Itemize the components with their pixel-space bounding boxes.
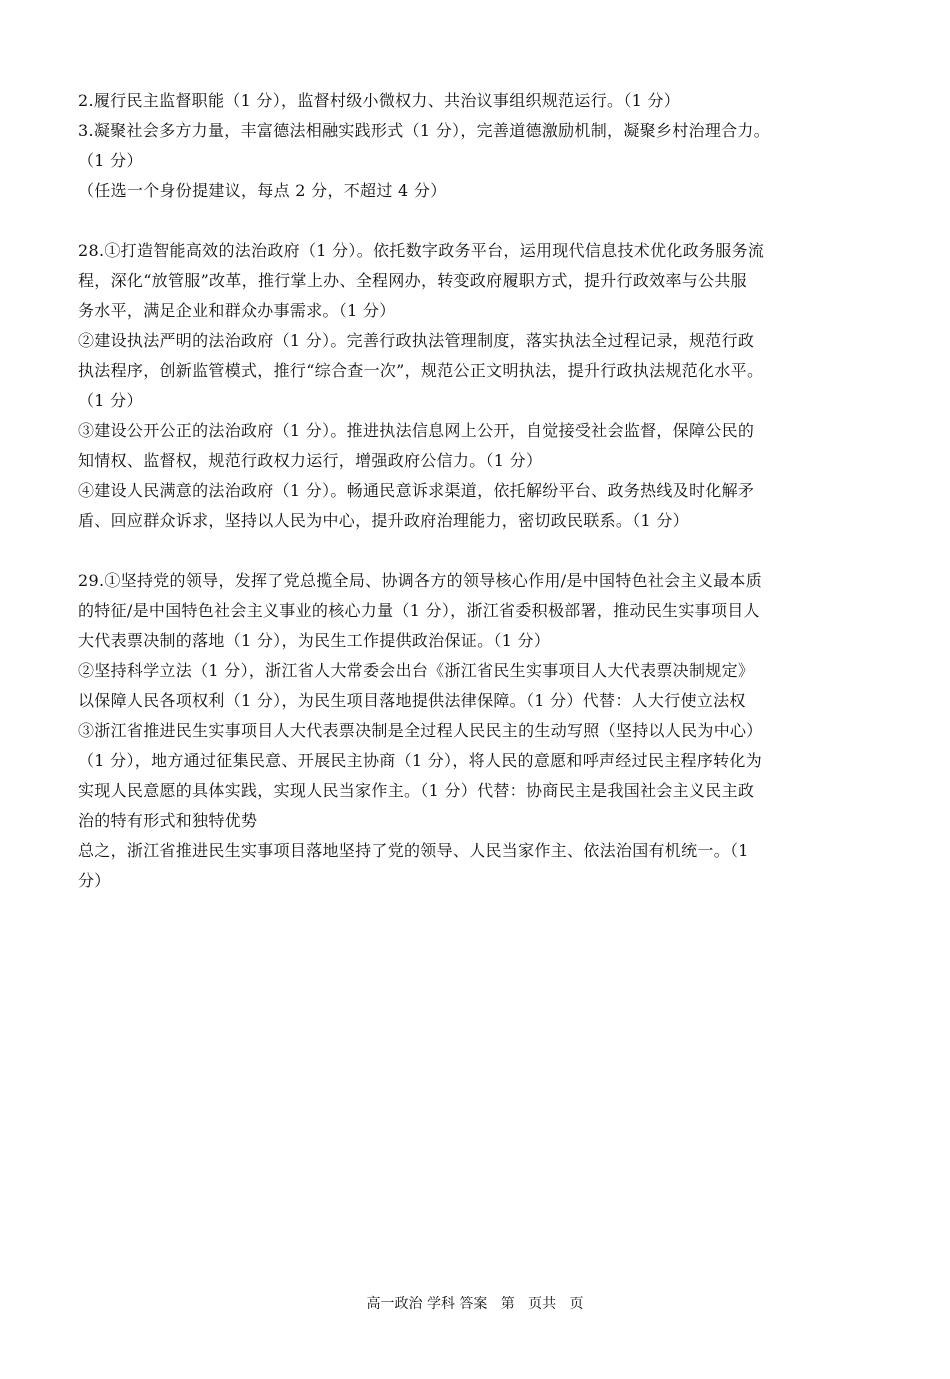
text-line: ④建设人民满意的法治政府（1 分）。畅通民意诉求渠道，依托解纷平台、政务热线及时化解矛 — [78, 481, 755, 500]
text-line: 大代表票决制的落地（1 分），为民生工作提供政治保证。（1 分） — [78, 631, 551, 650]
text-line: ②坚持科学立法（1 分），浙江省人大常委会出台《浙江省民生实事项目人大代表票决制规定》 — [78, 661, 755, 680]
footer-subject: 高一政治 学科 答案 — [366, 1296, 488, 1312]
text-line: 程，深化“放管服”改革，推行掌上办、全程网办，转变政府履职方式，提升行政效率与公共服 — [78, 271, 747, 290]
text-line: （任选一个身份提建议，每点 2 分，不超过 4 分） — [78, 181, 447, 200]
section-27-continued — [78, 86, 890, 206]
text-line: 务水平，满足企业和群众办事需求。（1 分） — [78, 301, 396, 320]
page-footer — [0, 1293, 950, 1315]
text-line: 知情权、监督权，规范行政权力运行，增强政府公信力。（1 分） — [78, 451, 543, 470]
answer-29 — [78, 566, 890, 896]
text-line: 的特征/是中国特色社会主义事业的核心力量（1 分），浙江省委积极部署，推动民生实事项目人 — [78, 601, 760, 620]
footer-page-mid: 页共 — [528, 1296, 557, 1312]
text-line: 2.履行民主监督职能（1 分），监督村级小微权力、共治议事组织规范运行。（1 分） — [78, 91, 681, 110]
footer-page-suffix: 页 — [569, 1296, 584, 1312]
text-line: ③浙江省推进民生实事项目人大代表票决制是全过程人民民主的生动写照（坚持以人民为中心） — [78, 721, 763, 740]
text-line: 29.①坚持党的领导，发挥了党总揽全局、协调各方的领导核心作用/是中国特色社会主义最本质 — [78, 571, 763, 590]
text-line: 治的特有形式和独特优势 — [78, 811, 258, 830]
paragraph-gap — [78, 206, 890, 236]
text-line: 以保障人民各项权利（1 分），为民生项目落地提供法律保障。（1 分）代替：人大行使立法权 — [78, 691, 746, 710]
text-line: 28.①打造智能高效的法治政府（1 分）。依托数字政务平台，运用现代信息技术优化政务服务流 — [78, 241, 765, 260]
text-line: ②建设执法严明的法治政府（1 分）。完善行政执法管理制度，落实执法全过程记录，规范行政 — [78, 331, 755, 350]
text-line: （1 分） — [78, 151, 143, 170]
text-line: 总之，浙江省推进民生实事项目落地坚持了党的领导、人民当家作主、依法治国有机统一。（1 — [78, 841, 749, 860]
paragraph-gap — [78, 536, 890, 566]
footer-page-prefix: 第 — [500, 1296, 515, 1312]
text-line: 实现人民意愿的具体实践，实现人民当家作主。（1 分）代替：协商民主是我国社会主义民主政 — [78, 781, 755, 800]
text-line: ③建设公开公正的法治政府（1 分）。推进执法信息网上公开，自觉接受社会监督，保障公民的 — [78, 421, 755, 440]
text-line: 分） — [78, 871, 111, 890]
text-line: 3.凝聚社会多方力量，丰富德法相融实践形式（1 分），完善道德激励机制，凝聚乡村治理合力。 — [78, 121, 771, 140]
text-line: （1 分） — [78, 391, 143, 410]
text-line: （1 分），地方通过征集民意、开展民主协商（1 分），将人民的意愿和呼声经过民主程序转化为 — [78, 751, 763, 770]
text-line: 执法程序，创新监管模式，推行“综合查一次”，规范公正文明执法，提升行政执法规范化水平。 — [78, 361, 764, 380]
text-line: 盾、回应群众诉求，坚持以人民为中心，提升政府治理能力，密切政民联系。（1 分） — [78, 511, 689, 530]
answer-28 — [78, 236, 890, 536]
answer-document — [78, 86, 890, 896]
